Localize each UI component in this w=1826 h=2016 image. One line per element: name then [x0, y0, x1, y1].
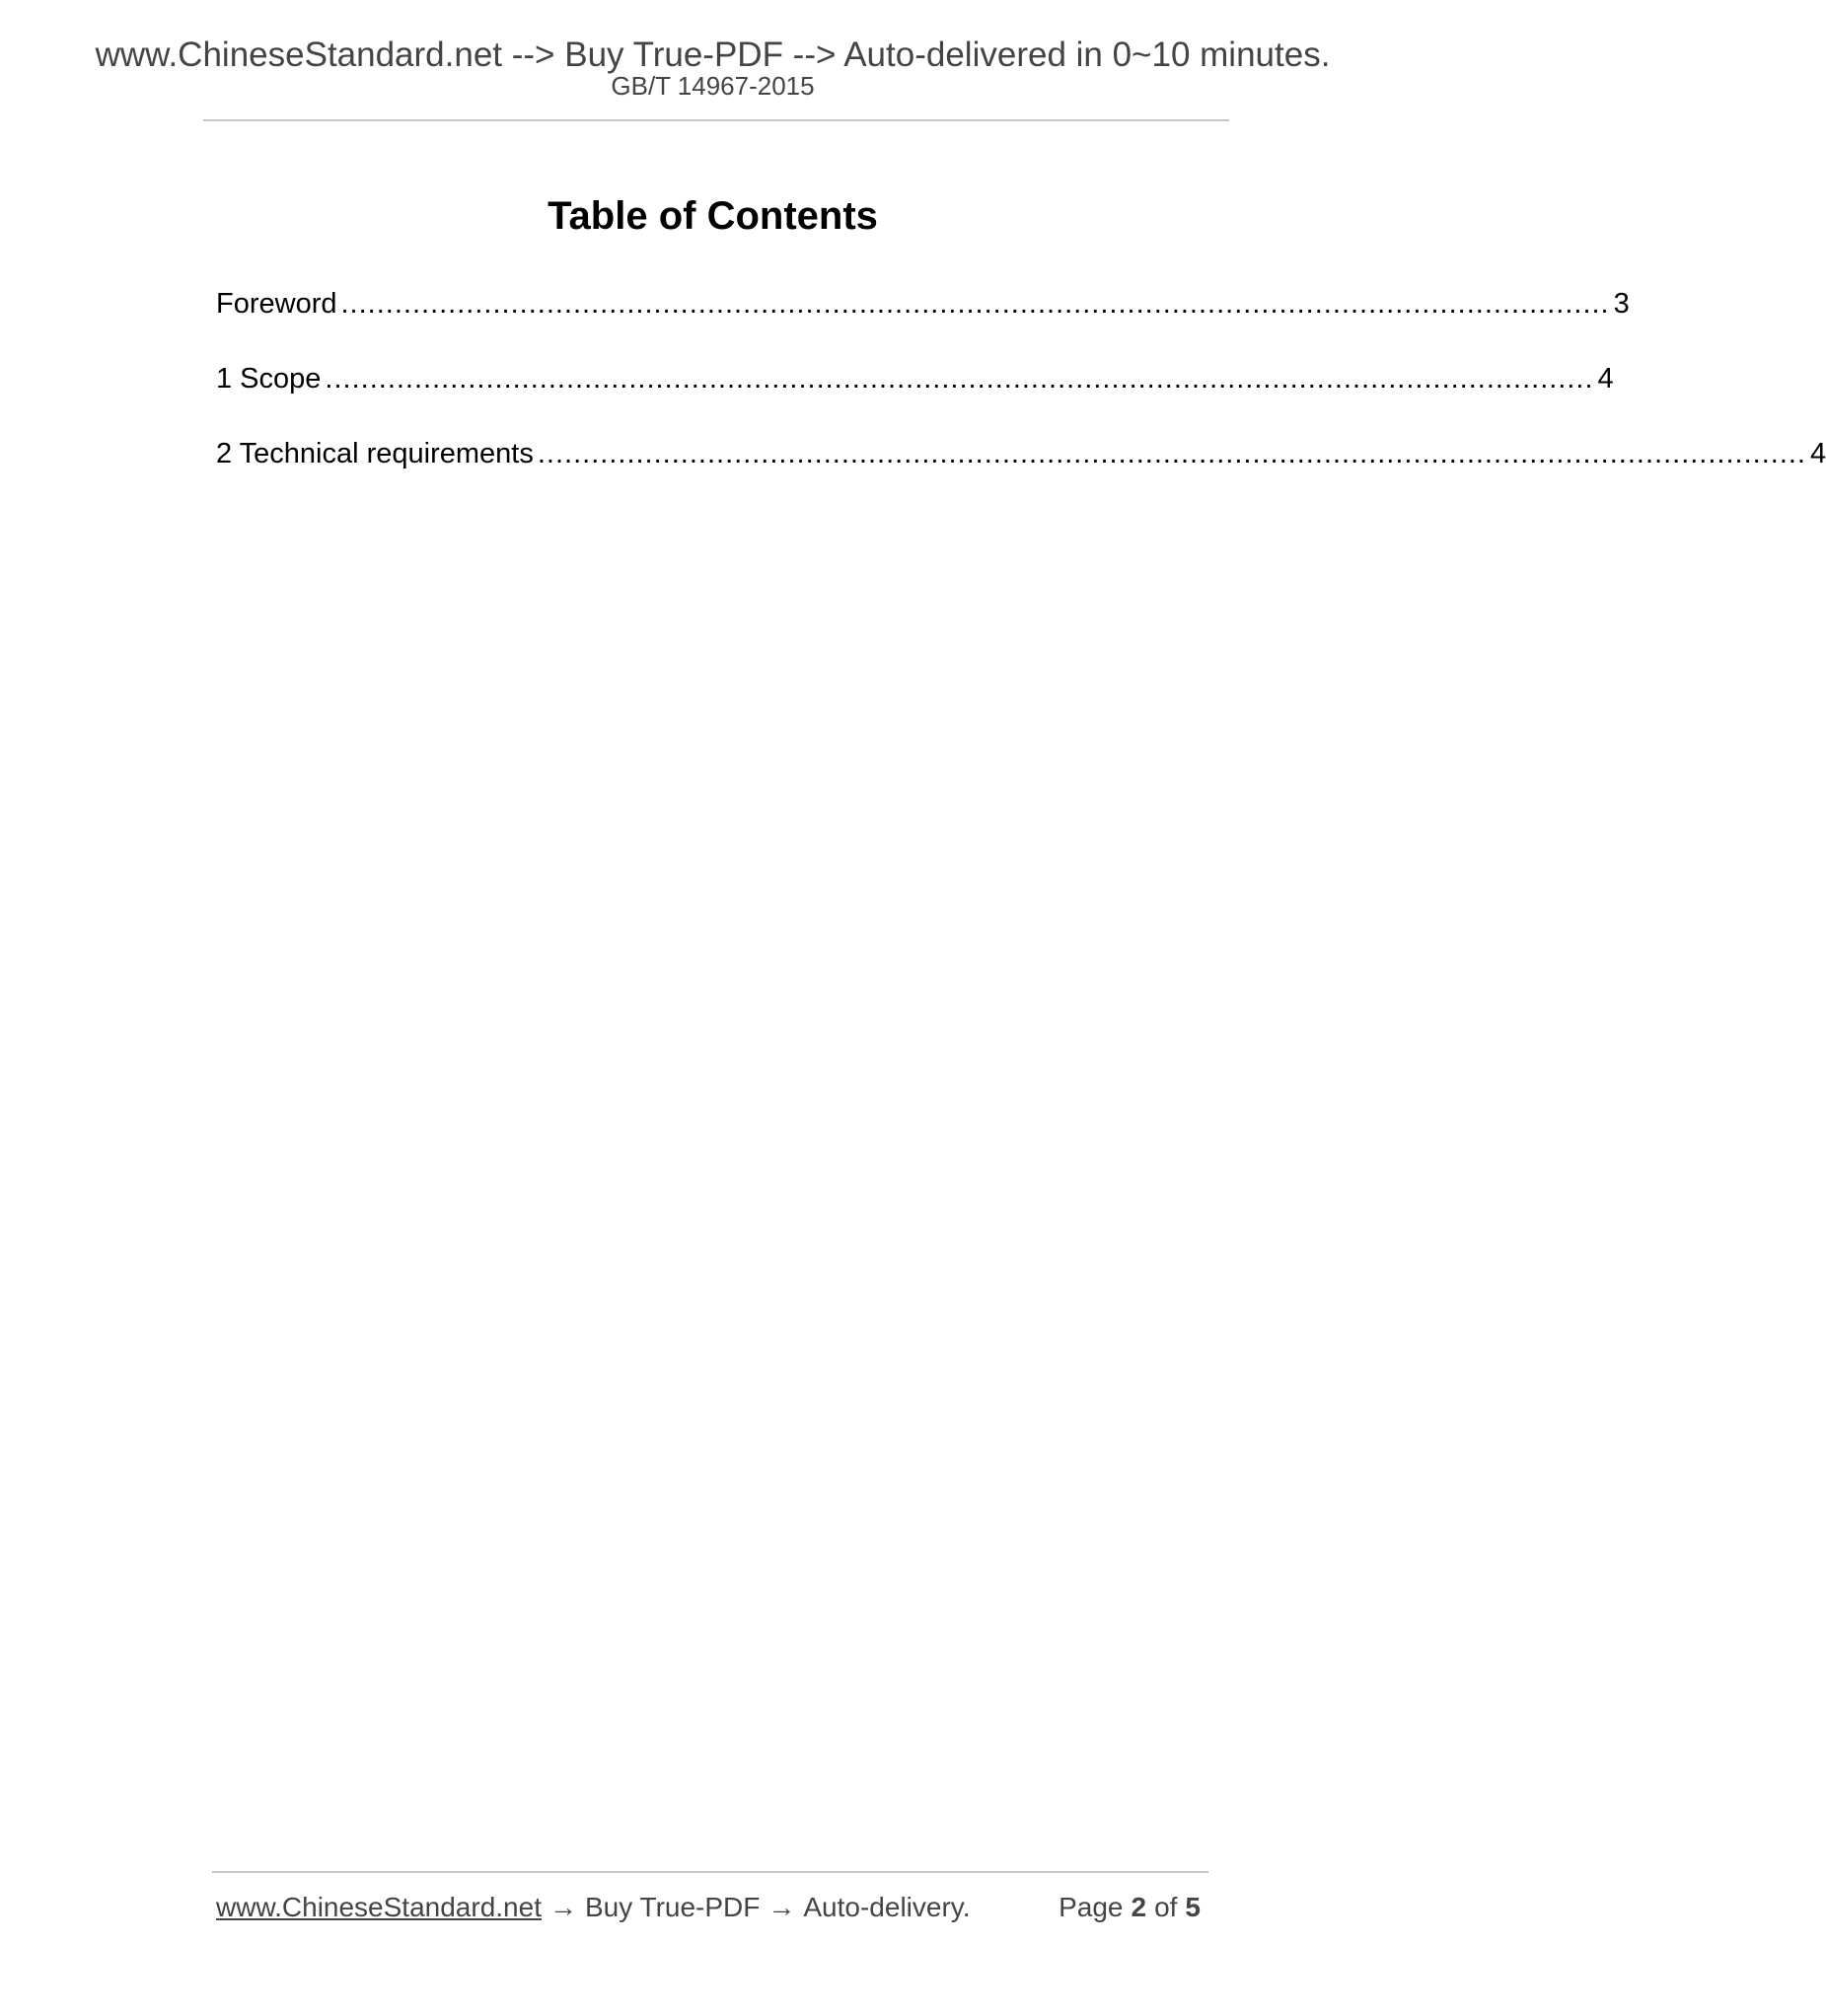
dot-leader: .............................................................................................................................................. [325, 363, 1594, 395]
toc-entry-label: 1 Scope [216, 363, 322, 395]
toc-list [216, 286, 1826, 511]
footer-promo [216, 1894, 970, 1921]
right-arrow-icon: → [548, 1892, 577, 1922]
total-pages-number: 5 [1185, 1892, 1201, 1922]
footer-buy-text: Buy True-PDF [584, 1892, 761, 1922]
header-divider [203, 119, 1229, 121]
standard-code: GB/T 14967-2015 [611, 71, 815, 101]
page-indicator [1059, 1894, 1208, 1921]
of-label: of [1154, 1892, 1178, 1922]
toc-entry-page: 4 [1597, 363, 1614, 395]
toc-entry-scope[interactable] [216, 361, 1614, 436]
footer-site-link[interactable]: www.ChineseStandard.net [216, 1892, 542, 1922]
toc-entry-technical-requirements[interactable] [216, 436, 1826, 511]
toc-title: Table of Contents [548, 193, 878, 238]
footer-divider [212, 1871, 1208, 1873]
current-page-number: 2 [1131, 1892, 1147, 1922]
toc-entry-foreword[interactable] [216, 286, 1630, 361]
right-arrow-icon: → [767, 1892, 796, 1922]
dot-leader: .............................................................................................................................................. [340, 288, 1610, 320]
footer-delivery-text: Auto-delivery. [803, 1892, 971, 1922]
dot-leader: .............................................................................................................................................. [537, 438, 1806, 469]
page-label: Page [1059, 1892, 1124, 1922]
toc-entry-page: 3 [1613, 288, 1630, 320]
toc-entry-label: 2 Technical requirements [216, 438, 534, 469]
toc-entry-label: Foreword [216, 288, 337, 320]
top-banner[interactable]: www.ChineseStandard.net --> Buy True-PDF --> Auto-delivered in 0~10 minutes. [95, 36, 1331, 74]
toc-entry-page: 4 [1810, 438, 1826, 469]
